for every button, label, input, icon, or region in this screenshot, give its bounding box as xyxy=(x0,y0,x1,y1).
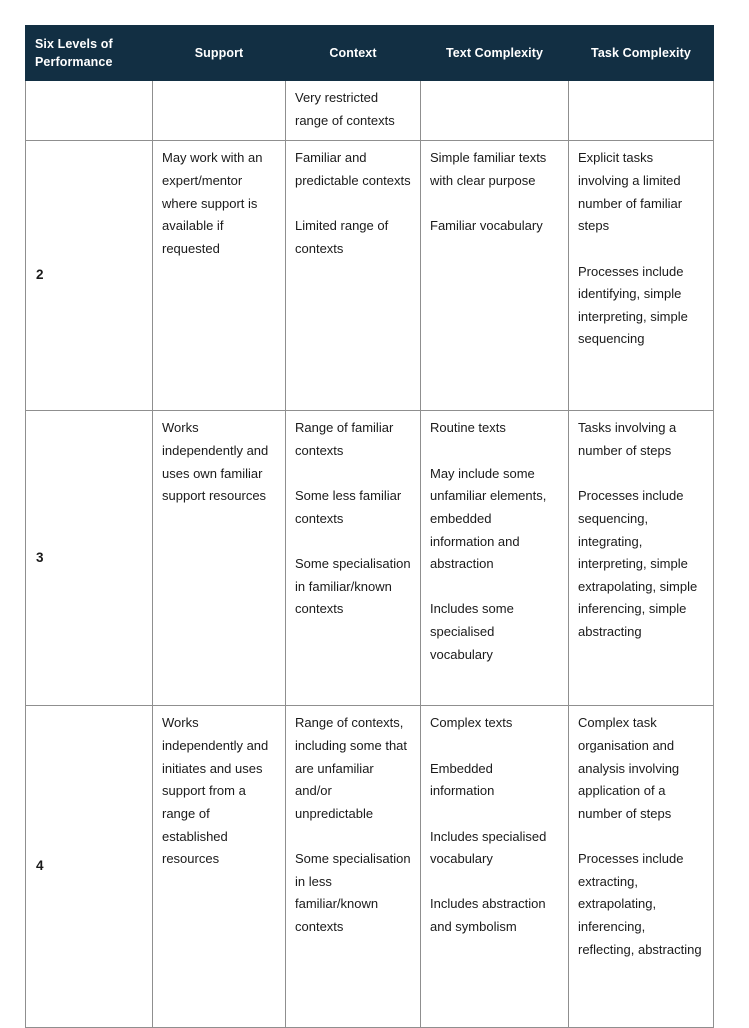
column-header-level: Six Levels of Performance xyxy=(26,26,153,81)
cell-task-complexity xyxy=(569,706,714,1028)
cell-paragraph: Includes specialised vocabulary xyxy=(430,828,547,867)
cell-paragraph: Includes some specialised vocabulary xyxy=(430,601,514,662)
cell-paragraph: Limited range of contexts xyxy=(295,218,389,256)
cell-paragraph: Some less familiar contexts xyxy=(295,488,402,526)
table-row xyxy=(26,81,714,141)
cell-level: 4 xyxy=(26,706,153,1028)
cell-support xyxy=(153,706,286,1028)
cell-paragraph: Some specialisation in familiar/known contexts xyxy=(295,556,411,617)
cell-paragraph: Embedded information xyxy=(430,760,495,799)
cell-text-complexity xyxy=(421,81,569,141)
table-row xyxy=(26,411,714,706)
cell-paragraph: Explicit tasks involving a limited number of familiar steps xyxy=(578,150,683,234)
cell-paragraph: Complex texts xyxy=(430,715,513,731)
cell-text-complexity xyxy=(421,141,569,411)
cell-support xyxy=(153,81,286,141)
cell-paragraph: Includes abstraction and symbolism xyxy=(430,896,546,934)
table-header-row xyxy=(26,26,714,81)
cell-context xyxy=(286,81,421,141)
column-header-context: Context xyxy=(286,26,421,81)
cell-paragraph: Familiar and predictable contexts xyxy=(295,150,411,189)
column-header-support: Support xyxy=(153,26,286,81)
cell-level xyxy=(26,81,153,141)
cell-paragraph: Processes include sequencing, integrating, interpreting, simple extrapolating, simple inferencing, simple abstracting xyxy=(578,488,698,639)
table-body xyxy=(26,81,714,1028)
cell-level: 2 xyxy=(26,141,153,411)
column-header-text-complexity: Text Complexity xyxy=(421,26,569,81)
cell-paragraph: Range of familiar contexts xyxy=(295,420,394,459)
cell-paragraph: Works independently and initiates and uses support from a range of established resources xyxy=(162,715,269,867)
cell-support xyxy=(153,141,286,411)
cell-task-complexity xyxy=(569,141,714,411)
table-row xyxy=(26,706,714,1028)
table-header xyxy=(26,26,714,81)
cell-paragraph: Processes include identifying, simple interpreting, simple sequencing xyxy=(578,263,688,347)
cell-paragraph: Processes include extracting, extrapolating, inferencing, reflecting, abstracting xyxy=(578,851,702,957)
cell-paragraph: Tasks involving a number of steps xyxy=(578,420,677,459)
column-header-task-complexity: Task Complexity xyxy=(569,26,714,81)
cell-paragraph: Some specialisation in less familiar/known contexts xyxy=(295,851,411,934)
six-levels-of-performance-table xyxy=(25,25,714,1028)
cell-paragraph: Range of contexts, including some that are unfamiliar and/or unpredictable xyxy=(295,715,408,821)
cell-context xyxy=(286,706,421,1028)
cell-paragraph: May work with an expert/mentor where support is available if requested xyxy=(162,150,263,256)
cell-paragraph: Complex task organisation and analysis involving application of a number of steps xyxy=(578,715,680,821)
cell-context xyxy=(286,141,421,411)
cell-task-complexity xyxy=(569,411,714,706)
cell-context xyxy=(286,411,421,706)
cell-paragraph: Works independently and uses own familiar support resources xyxy=(162,420,269,504)
cell-paragraph: Simple familiar texts with clear purpose xyxy=(430,150,547,189)
cell-level: 3 xyxy=(26,411,153,706)
cell-paragraph: Very restricted range of contexts xyxy=(295,90,395,128)
cell-text-complexity xyxy=(421,706,569,1028)
cell-paragraph: Familiar vocabulary xyxy=(430,218,543,234)
cell-task-complexity xyxy=(569,81,714,141)
table-row xyxy=(26,141,714,411)
cell-paragraph: May include some unfamiliar elements, embedded information and abstraction xyxy=(430,465,547,572)
cell-text-complexity xyxy=(421,411,569,706)
cell-paragraph: Routine texts xyxy=(430,420,506,436)
cell-support xyxy=(153,411,286,706)
